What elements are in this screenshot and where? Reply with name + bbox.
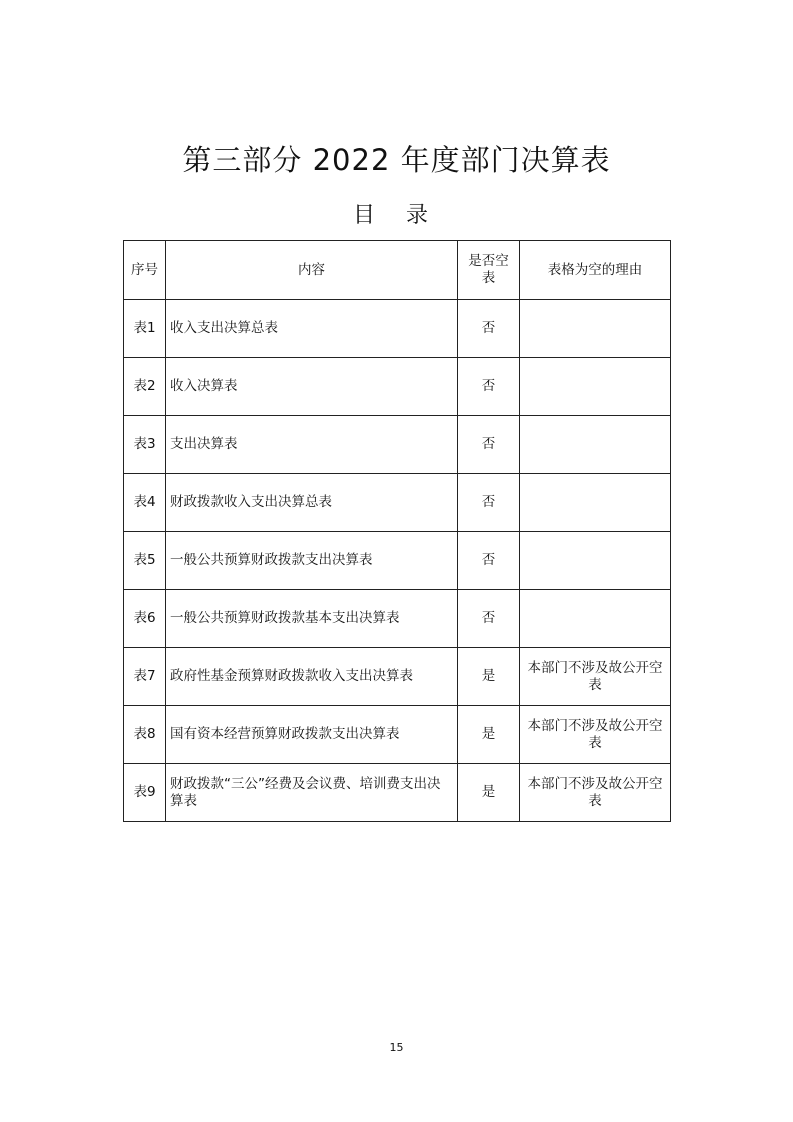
row-no: 表2 xyxy=(124,358,166,416)
row-content: 支出决算表 xyxy=(166,416,458,474)
row-content: 一般公共预算财政拨款基本支出决算表 xyxy=(166,590,458,648)
row-is-empty: 是 xyxy=(458,706,520,764)
row-is-empty: 否 xyxy=(458,300,520,358)
table-row xyxy=(124,706,671,764)
row-reason xyxy=(520,590,671,648)
row-content: 财政拨款收入支出决算总表 xyxy=(166,474,458,532)
row-is-empty: 否 xyxy=(458,416,520,474)
row-reason: 本部门不涉及故公开空表 xyxy=(520,706,671,764)
table-row xyxy=(124,532,671,590)
table-row xyxy=(124,358,671,416)
row-no: 表3 xyxy=(124,416,166,474)
row-no: 表6 xyxy=(124,590,166,648)
row-no: 表5 xyxy=(124,532,166,590)
row-content: 国有资本经营预算财政拨款支出决算表 xyxy=(166,706,458,764)
table-row xyxy=(124,764,671,822)
row-no: 表4 xyxy=(124,474,166,532)
row-is-empty: 否 xyxy=(458,590,520,648)
table-row xyxy=(124,590,671,648)
row-content: 收入支出决算总表 xyxy=(166,300,458,358)
row-content: 一般公共预算财政拨款支出决算表 xyxy=(166,532,458,590)
row-is-empty: 是 xyxy=(458,764,520,822)
row-reason xyxy=(520,474,671,532)
row-reason xyxy=(520,358,671,416)
row-is-empty: 是 xyxy=(458,648,520,706)
row-reason xyxy=(520,416,671,474)
row-reason: 本部门不涉及故公开空表 xyxy=(520,764,671,822)
table-row xyxy=(124,300,671,358)
row-no: 表7 xyxy=(124,648,166,706)
header-no: 序号 xyxy=(124,241,166,300)
page-subtitle: 目 录 xyxy=(353,203,440,228)
table-row xyxy=(124,648,671,706)
row-is-empty: 否 xyxy=(458,532,520,590)
row-no: 表1 xyxy=(124,300,166,358)
page-number: 15 xyxy=(389,1041,404,1054)
row-no: 表9 xyxy=(124,764,166,822)
row-content: 政府性基金预算财政拨款收入支出决算表 xyxy=(166,648,458,706)
table-header-row xyxy=(124,241,671,300)
toc-table xyxy=(123,240,671,822)
row-reason: 本部门不涉及故公开空表 xyxy=(520,648,671,706)
row-is-empty: 否 xyxy=(458,358,520,416)
header-is-empty: 是否空表 xyxy=(458,241,520,300)
row-content: 收入决算表 xyxy=(166,358,458,416)
table-row xyxy=(124,474,671,532)
row-content: 财政拨款“三公”经费及会议费、培训费支出决算表 xyxy=(166,764,458,822)
row-reason xyxy=(520,532,671,590)
header-content: 内容 xyxy=(166,241,458,300)
row-is-empty: 否 xyxy=(458,474,520,532)
row-reason xyxy=(520,300,671,358)
table-row xyxy=(124,416,671,474)
page-title: 第三部分 2022 年度部门决算表 xyxy=(182,143,611,177)
header-reason: 表格为空的理由 xyxy=(520,241,671,300)
row-no: 表8 xyxy=(124,706,166,764)
